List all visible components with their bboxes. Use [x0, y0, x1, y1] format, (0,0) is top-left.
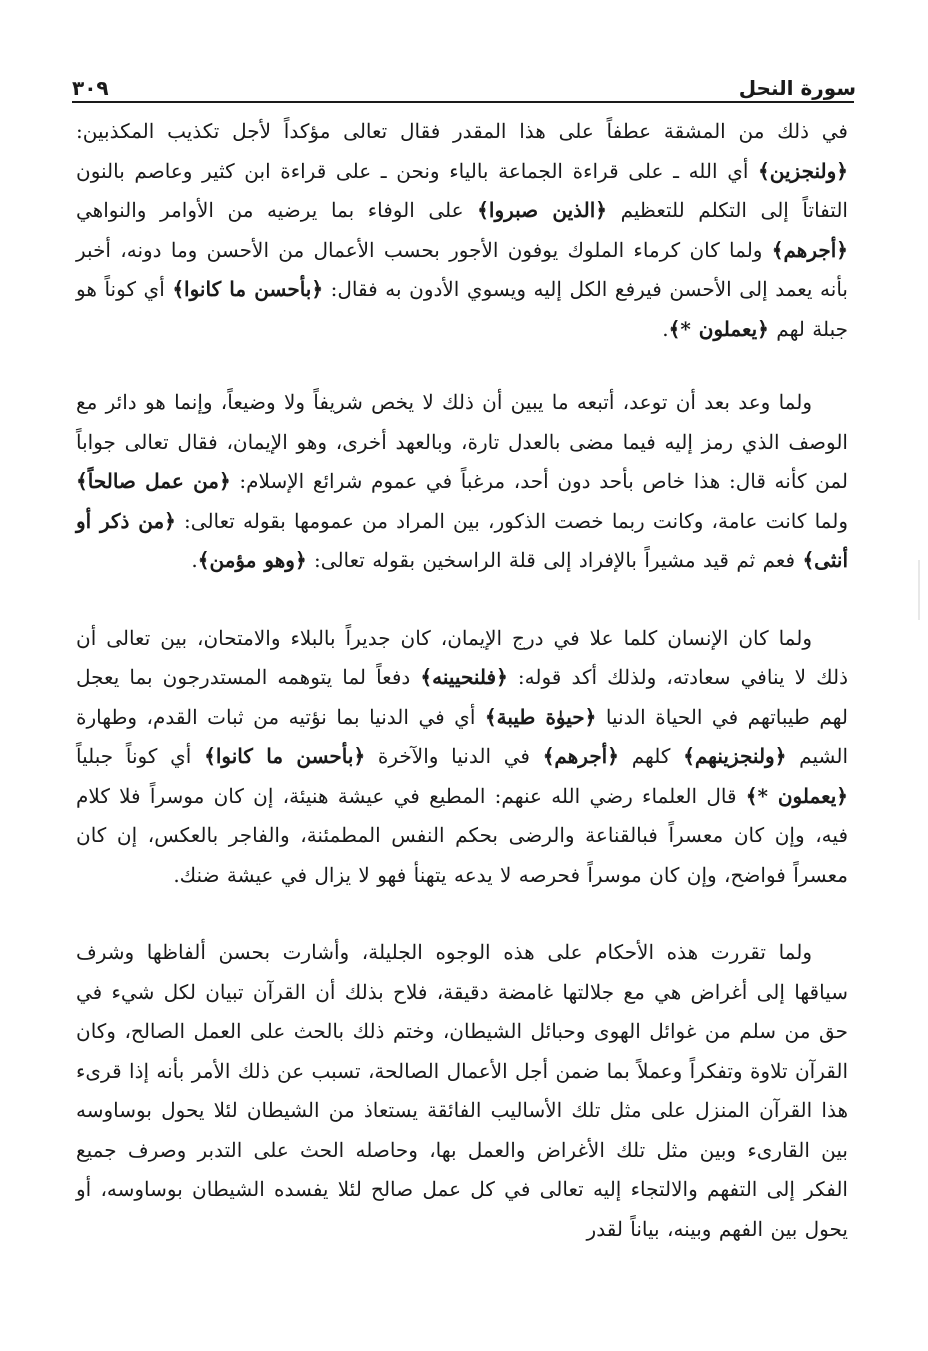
- paragraph: [76, 619, 848, 896]
- text-run: أي كوناً هو جبلة لهم: [76, 277, 848, 341]
- paragraph: [76, 933, 848, 1249]
- quran-quote: ﴿الذين صبروا﴾: [477, 198, 607, 222]
- quran-quote: ﴿يعملون *﴾: [668, 316, 769, 341]
- text-run: أي الله ـ على قراءة الجماعة بالياء ونحن ـ على قراءة ابن كثير وعاصم بالنون التفاتاً إلى التكلم للتعظيم: [76, 158, 848, 222]
- quran-quote: ﴿وهو مؤمن﴾: [197, 548, 307, 572]
- text-run: ولما كان كرماء الملوك يوفون الأجور بحسب الأعمال من الأحسن وما دونه، أخبر بأنه يعمد إلى الأحسن فيرفع الكل إليه ويسوي الأدون به فقال:: [76, 237, 848, 301]
- paragraph: [76, 383, 848, 581]
- text-run: .: [191, 548, 198, 572]
- text-run: أي في الدنيا بما نؤتيه من ثبات القدم، وطهارة الشيم: [76, 704, 848, 768]
- text-run: ولما كانت عامة، وكانت ربما خصت الذكور، بين المراد من عمومها بقوله تعالى:: [175, 508, 848, 533]
- header-rule: [72, 101, 854, 103]
- running-header: [72, 62, 856, 100]
- text-run: ولما وعد بعد أن توعد، أتبعه ما يبين أن ذلك لا يخص شريفاً ولا وضيعاً، وإنما هو دائر مع الوصف الذي رمز إليه فيما مضى بالعدل تارة، وبالعهد أخرى، وهو الإيمان، فقال تعالى جواباً لمن كأنه قال: هذا خاص بأحد دون أحد، مرغباً في عموم شرائع الإسلام:: [76, 390, 849, 493]
- quran-quote: ﴿يعملون *﴾: [745, 783, 848, 808]
- text-run: دفعاً لما يتوهمه المستدرجون بما يعجل لهم طيباتهم في الحياة الدنيا: [76, 665, 848, 729]
- text-run: في الدنيا والآخرة: [365, 744, 543, 768]
- text-run: كلهم: [618, 744, 684, 768]
- surah-title: سورة النحل: [738, 76, 856, 100]
- paragraph: [76, 112, 848, 349]
- text-run: ولما تقررت هذه الأحكام على هذه الوجوه الجليلة، وأشارت بحسن ألفاظها وشرف سياقها إلى أغراض هي مع جلالتها غامضة دقيقة، فلاح بذلك أن القرآن تبيان لكل شيء في حق من سلم من غوائل الهوى وحبائل الشيطان، وختم ذلك بالحث على العمل الصالح، وكان القرآن تلاوة وتفكراً وعملاً بما ضمن أجل الأعمال الصالحة، تسبب عن ذلك الأمر بأنه إذا قرىء هذا القرآن المنزل على مثل تلك الأساليب الفائقة يستعاذ من الشيطان لئلا يحول بوساوسه بين القارىء وبين مثل تلك الأغراض والعمل بها، وحاصله الحث على التدبر وصرف جميع الفكر إلى التفهم والالتجاء إليه تعالى في كل عمل صالح لئلا يفسده الشيطان بوساوسه، أو يحول بين الفهم وبينه، بياناً لقدر: [76, 940, 848, 1241]
- quran-quote: ﴿بأحسن ما كانوا﴾: [204, 744, 366, 768]
- text-run: قال العلماء رضي الله عنهم: المطيع في عيشة هنيئة، إن كان موسراً فلا كلام فيه، وإن كان معسراً فبالقناعة والرضى بحكم النفس المطمئنة، والفاجر بالعكس، إن كان معسراً فواضح، وإن كان موسراً فحرصه لا يدعه يتهنأ فهو لا يزال في عيشة ضنك.: [76, 783, 848, 887]
- body-text: [76, 112, 848, 1287]
- text-run: أي كوناً جبلياً: [76, 744, 205, 768]
- quran-quote: ﴿أجرهم﴾: [771, 237, 848, 262]
- text-run: فعم ثم قيد مشيراً بالإفراد إلى قلة الراسخين بقوله تعالى:: [306, 548, 803, 572]
- text-run: ولما كان الإنسان كلما علا في درج الإيمان، كان جديراً بالبلاء والامتحان، بين تعالى أن ذلك لا ينافي سعادته، ولذلك أكد قوله:: [76, 625, 849, 689]
- text-run: على الوفاء بما يرضيه من الأوامر والنواهي: [76, 198, 478, 222]
- quran-quote: ﴿ولنجزين﴾: [758, 158, 848, 183]
- quran-quote: ﴿بأحسن ما كانوا﴾: [172, 277, 324, 301]
- text-run: .: [662, 316, 669, 341]
- quran-quote: ﴿ولنجزينهم﴾: [683, 744, 787, 768]
- quran-quote: ﴿أجرهم﴾: [542, 744, 619, 768]
- quran-quote: ﴿حيوٰة طيبة﴾: [484, 704, 597, 729]
- quran-quote: ﴿فلنحيينه﴾: [420, 665, 508, 689]
- quran-quote: ﴿من عمل صالحاً﴾: [76, 469, 231, 493]
- text-run: في ذلك من المشقة عطفاً على هذا المقدر فقال تعالى مؤكداً لأجل تكذيب المكذبين:: [76, 119, 848, 143]
- scan-mark: [918, 560, 920, 620]
- page-number: ٣٠٩: [72, 76, 109, 100]
- quran-quote: ﴿من ذكر أو أنثى﴾: [76, 508, 848, 572]
